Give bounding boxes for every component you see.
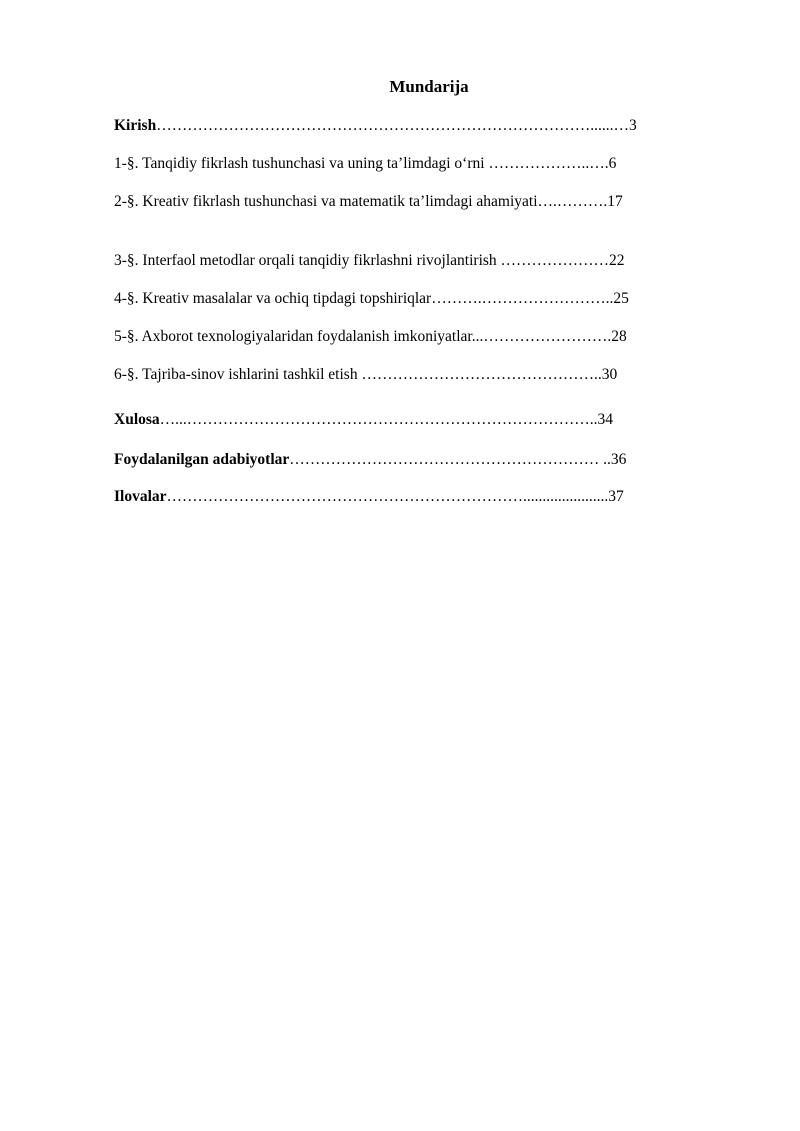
toc-entry-page: 28 — [611, 328, 627, 345]
toc-entry-page: 37 — [608, 488, 624, 505]
toc-entry-leader: ………………..…. — [488, 155, 609, 172]
toc-entry-xulosa — [114, 410, 613, 430]
toc-entry-section-1 — [114, 154, 616, 174]
toc-entry-page: 22 — [609, 252, 625, 269]
toc-entry-label: Xulosa — [114, 411, 160, 428]
toc-entry-page: 36 — [610, 451, 627, 468]
toc-entry-kirish — [114, 116, 637, 136]
toc-entry-label: 1-§. Tanqidiy fikrlash tushunchasi va uning ta’limdagi o‘rni — [114, 155, 489, 172]
toc-entry-page: 34 — [597, 411, 614, 428]
toc-entry-leader: ……….…………………….. — [431, 290, 614, 307]
toc-entry-section-5 — [114, 327, 627, 347]
toc-entry-page: 3 — [628, 117, 637, 134]
toc-entry-section-3 — [114, 251, 625, 271]
toc-entry-leader: ……………………………………….. — [361, 366, 602, 383]
toc-entry-leader: …...…………………………………………………………………….. — [159, 411, 598, 428]
toc-entry-label: 4-§. Kreativ masalalar va ochiq tipdagi topshiriqlar — [114, 290, 432, 307]
toc-entry-section-2 — [114, 192, 623, 212]
toc-entry-section-4 — [114, 289, 629, 309]
toc-entry-adabiyotlar — [114, 450, 626, 470]
toc-entry-leader: ...……………………. — [471, 328, 612, 345]
toc-entry-label: 2-§. Kreativ fikrlash tushunchasi va matematik ta’limdagi ahamiyati — [114, 193, 538, 210]
toc-entry-leader: …………………………………………………… .. — [289, 451, 611, 468]
toc-entry-label: Ilovalar — [114, 488, 167, 505]
toc-entry-section-6 — [114, 365, 617, 385]
toc-entry-label: Kirish — [114, 117, 157, 134]
toc-entry-leader: ……………………………………………………………...................... — [166, 488, 609, 505]
toc-entry-leader: …………………………………………………………………………......… — [156, 117, 629, 134]
toc-entry-page: 6 — [608, 155, 617, 172]
toc-entry-page: 17 — [607, 193, 623, 210]
toc-entry-page: 25 — [613, 290, 629, 307]
toc-entry-label: 3-§. Interfaol metodlar orqali tanqidiy fikrlashni rivojlantirish — [114, 252, 501, 269]
toc-entry-leader: ………………… — [500, 252, 610, 269]
toc-entry-leader: ….………. — [537, 193, 608, 210]
page-title: Mundarija — [389, 77, 469, 96]
toc-entry-ilovalar — [114, 487, 624, 507]
toc-entry-label: Foydalanilgan adabiyotlar — [114, 451, 290, 468]
toc-entry-label: 6-§. Tajriba-sinov ishlarini tashkil etish — [114, 366, 362, 383]
toc-entry-page: 30 — [601, 366, 618, 383]
toc-entry-label: 5-§. Axborot texnologiyalaridan foydalanish imkoniyatlar — [114, 328, 472, 345]
